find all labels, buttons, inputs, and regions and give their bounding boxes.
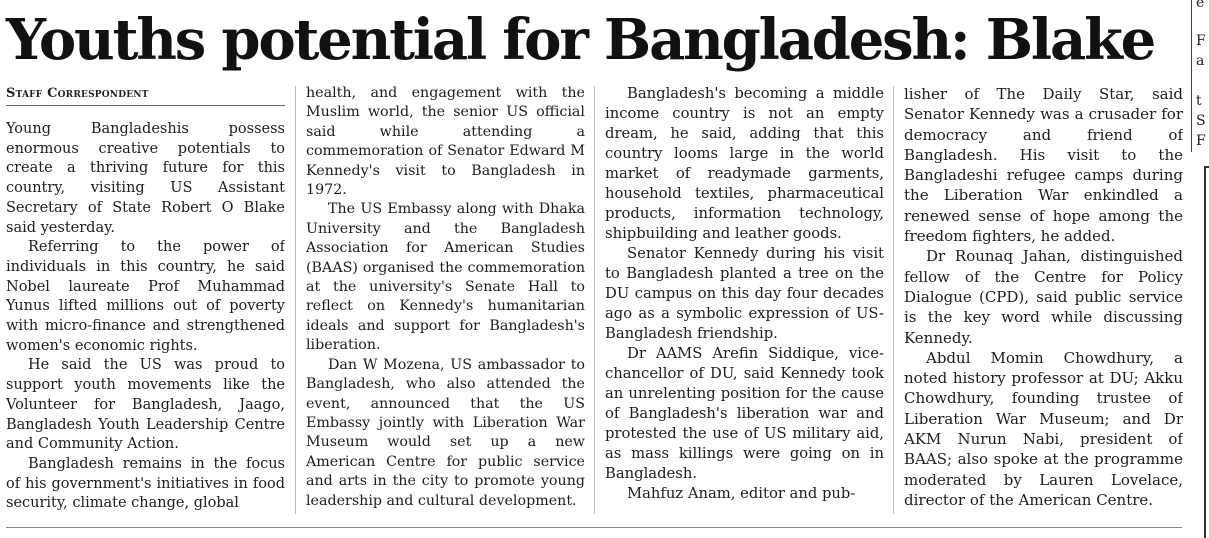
article-paragraph: Mahfuz Anam, editor and pub- (627, 485, 856, 502)
column-divider (295, 86, 296, 514)
article-paragraph: Dr AAMS Arefin Siddique, vice-chancellor of DU, said Kennedy took an unrelenting position for the cause of Bangladesh's liberation war and protested the use of US military aid, as mass killings were going on in Bangladesh. (605, 345, 884, 482)
column-divider (594, 86, 595, 514)
article-paragraph: Bangladesh's becoming a middle income country is not an empty dream, he said, adding that this country looms large in the world market of readymade garments, household textiles, pharmaceutical products, information technology, shipbuilding and leather goods. (605, 85, 884, 242)
adjacent-article-fragment: S (1196, 113, 1206, 129)
article-paragraph: Young Bangladeshis possess enormous creative potentials to create a thriving future for this country, visiting US Assistant Secretary of State Robert O Blake said yesterday. (6, 121, 285, 236)
article-paragraph: Bangladesh remains in the focus of his government's initiatives in food security, climate change, global (6, 455, 285, 512)
adjacent-article-rule (1191, 0, 1192, 152)
headline: Youths potential for Bangladesh: Blake (6, 7, 1155, 73)
article-column-2 (306, 84, 585, 514)
article-column-4 (904, 84, 1183, 514)
adjacent-article-fragment: a (1196, 53, 1205, 69)
article-column-1 (6, 120, 285, 514)
adjacent-article-fragment: F (1196, 133, 1206, 149)
article-paragraph: The US Embassy along with Dhaka University and the Bangladesh Association for American Studies (BAAS) organised the commemoration at the university's Senate Hall to reflect on Kennedy's humanitarian ideals and support for Bangladesh's liberation. (306, 201, 585, 354)
adjacent-article-fragment: e (1196, 0, 1205, 11)
article-column-3 (605, 84, 884, 514)
article-paragraph: Senator Kennedy during his visit to Bangladesh planted a tree on the DU campus on this day four decades ago as a symbolic expression of US-Bangladesh friendship. (605, 245, 884, 342)
byline: Staff Correspondent (6, 86, 285, 106)
article-paragraph: Dan W Mozena, US ambassador to Bangladesh, who also attended the event, announced that the US Embassy jointly with Liberation War Museum would set up a new American Centre for public service and arts in the city to promote young leadership and cultural development. (306, 356, 585, 509)
article-paragraph: lisher of The Daily Star, said Senator Kennedy was a crusader for democracy and friend of Bangladesh. His visit to the Bangladeshi refugee camps during the Liberation War enkindled a renewed sense of hope among the freedom fighters, he added. (904, 85, 1183, 246)
adjacent-article-fragment: F (1196, 33, 1206, 49)
article-paragraph: Referring to the power of individuals in this country, he said Nobel laureate Prof Muhammad Yunus lifted millions out of poverty with micro-finance and strengthened women's economic rights. (6, 239, 285, 354)
bottom-rule (6, 527, 1182, 528)
article-paragraph: He said the US was proud to support youth movements like the Volunteer for Bangladesh, Jaago, Bangladesh Youth Leadership Centre and Community Action. (6, 357, 285, 453)
article-paragraph: Dr Rounaq Jahan, distinguished fellow of the Centre for Policy Dialogue (CPD), said public service is the key word while discussing Kennedy. (904, 247, 1183, 347)
adjacent-box-border (1204, 166, 1209, 538)
column-divider (893, 86, 894, 514)
article-paragraph: Abdul Momin Chowdhury, a noted history professor at DU; Akku Chowdhury, founding trustee of Liberation War Museum; and Dr AKM Nurun Nabi, president of BAAS; also spoke at the programme moderated by Lauren Lovelace, director of the American Centre. (904, 348, 1183, 509)
article-paragraph: health, and engagement with the Muslim world, the senior US official said while attending a commemoration of Senator Edward M Kennedy's visit to Bangladesh in 1972. (306, 85, 585, 199)
adjacent-article-fragment: t (1196, 93, 1202, 109)
